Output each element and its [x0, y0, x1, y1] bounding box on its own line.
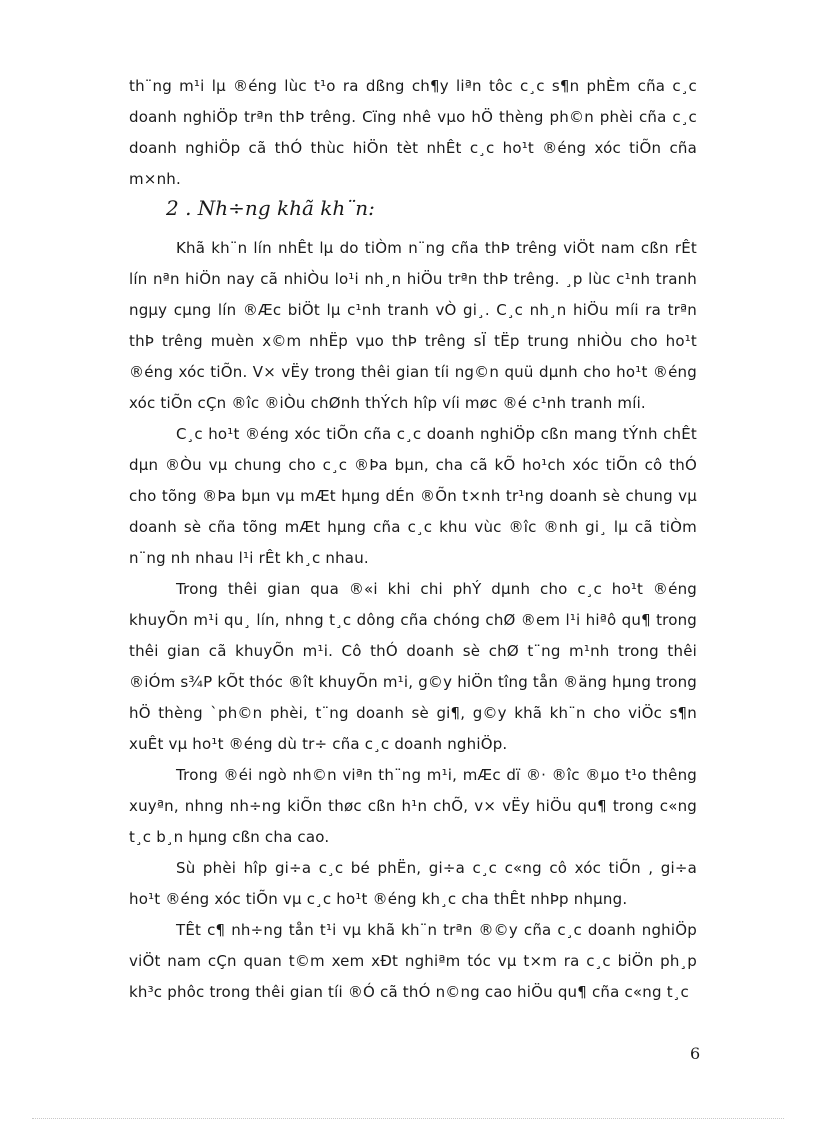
page-number: 6 [690, 1044, 701, 1063]
body-text-main [129, 233, 697, 1008]
body-text-top [129, 71, 697, 195]
paragraph-4: Trong thêi gian qua ®«i khi chi phÝ dµnh cho c¸c ho¹t ®éng khuyÕn m¹i qu¸ lín, nhng t¸c dông cña chóng chØ ®em l¹i hiªô qu¶ trong thêi gian cã khuyÕn m¹i. Cô thÓ doanh sè chØ t¨ng m¹nh trong thêi ®iÓm s¾P kÕt thóc ®ît khuyÕn m¹i, g©y hiÖn tîng tån ®äng hµng trong hÖ thèng `ph©n phèi, t¨ng doanh sè gi¶, g©y khã kh¨n cho viÖc s¶n xuÊt vµ ho¹t ®éng dù tr÷ cña c¸c doanh nghiÖp. [129, 580, 697, 753]
paragraph-2: Khã kh¨n lín nhÊt lµ do tiÒm n¨ng cña thÞ trêng viÖt nam cßn rÊt lín nªn hiÖn nay cã nhiÒu lo¹i nh¸n hiÖu trªn thÞ trêng. ¸p lùc c¹nh tranh ngµy cµng lín ®Æc biÖt lµ c¹nh tranh vÒ gi¸. C¸c nh¸n hiÖu míi ra trªn thÞ trêng muèn x©m nhËp vµo thÞ trêng sÏ tËp trung nhiÒu cho ho¹t ®éng xóc tiÕn. V× vËy trong thêi gian tíi ng©n quü dµnh cho ho¹t ®éng xóc tiÕn cÇn ®îc ®iÒu chØnh thÝch hîp víi møc ®é c¹nh tranh míi. [129, 239, 697, 412]
paragraph-3: C¸c ho¹t ®éng xóc tiÕn cña c¸c doanh nghiÖp cßn mang tÝnh chÊt dµn ®Òu vµ chung cho c¸c ®Þa bµn, cha cã kÕ ho¹ch xóc tiÕn cô thÓ cho tõng ®Þa bµn vµ mÆt hµng dÉn ®Õn t×nh tr¹ng doanh sè chung vµ doanh sè cña tõng mÆt hµng cña c¸c khu vùc ®îc ®nh gi¸ lµ cã tiÒm n¨ng nh nhau l¹i rÊt kh¸c nhau. [129, 425, 697, 567]
section-heading: 2 . Nh÷ng khã kh¨n: [166, 196, 375, 220]
page-bottom-divider [32, 1118, 784, 1119]
paragraph-5: Trong ®éi ngò nh©n viªn th¨ng m¹i, mÆc dï ®· ®îc ®µo t¹o thêng xuyªn, nhng nh÷ng kiÕn thøc cßn h¹n chÕ, v× vËy hiÖu qu¶ trong c«ng t¸c b¸n hµng cßn cha cao. [129, 766, 697, 846]
paragraph-7: TÊt c¶ nh÷ng tån t¹i vµ khã kh¨n trªn ®©y cña c¸c doanh nghiÖp viÖt nam cÇn quan t©m xem xÐt nghiªm tóc vµ t×m ra c¸c biÖn ph¸p kh³c phôc trong thêi gian tíi ®Ó cã thÓ n©ng cao hiÖu qu¶ cña c«ng t¸c [129, 921, 697, 1001]
paragraph-6: Sù phèi hîp gi÷a c¸c bé phËn, gi÷a c¸c c«ng cô xóc tiÕn , gi÷a ho¹t ®éng xóc tiÕn vµ c¸c ho¹t ®éng kh¸c cha thÊt nhÞp nhµng. [129, 859, 697, 908]
paragraph-1: th¨ng m¹i lµ ®éng lùc t¹o ra dßng ch¶y liªn tôc c¸c s¶n phÈm cña c¸c doanh nghiÖp trªn thÞ trêng. Cïng nhê vµo hÖ thèng ph©n phèi cña c¸c doanh nghiÖp cã thÓ thùc hiÖn tèt nhÊt c¸c ho¹t ®éng xóc tiÕn cña m×nh. [129, 77, 697, 188]
